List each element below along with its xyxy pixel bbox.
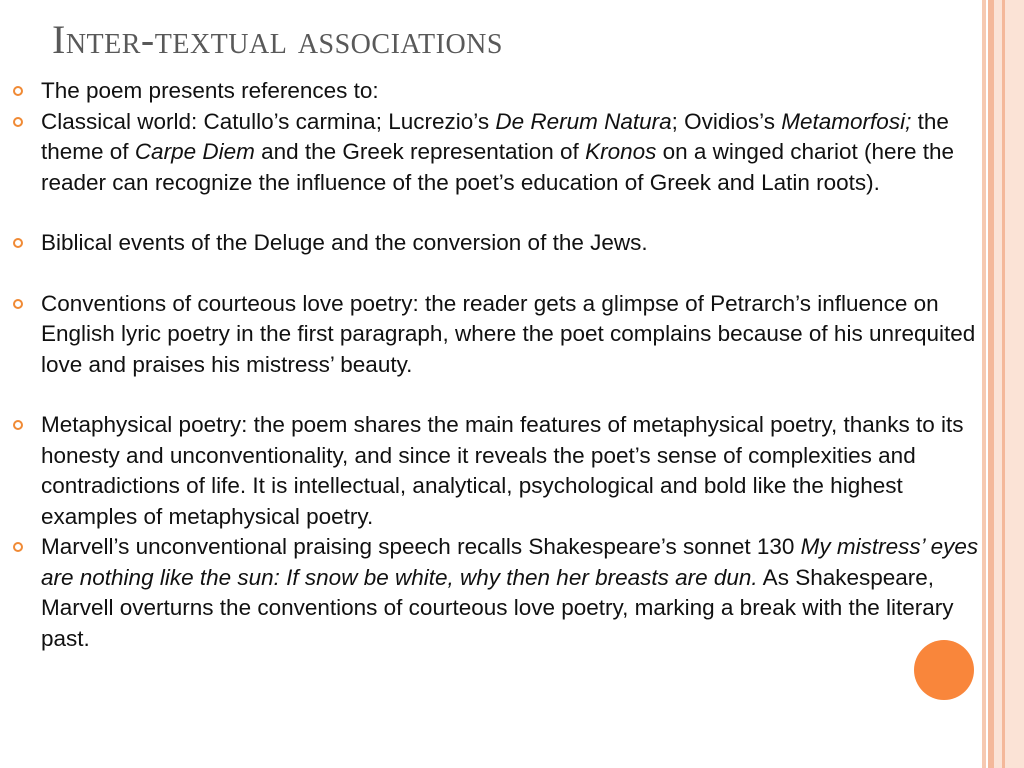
bullet-text-italic: De Rerum Natura — [495, 108, 672, 134]
bullet-text: Conventions of courteous love poetry: the reader gets a glimpse of Petrarch’s influence on English lyric poetry in the first paragraph, where the poet complains because of his unrequited love and praises his mistress’ beauty. — [41, 290, 976, 377]
bullet-item — [41, 532, 979, 654]
bullet-text: Marvell’s unconventional praising speech recalls Shakespeare’s sonnet 130 — [41, 534, 801, 559]
bullet-text: ; Ovidios’s — [671, 108, 782, 134]
bullet-text: As Shakespeare, Marvell overturns the conventions of courteous love poetry, marking a break with the literary past. — [41, 564, 954, 651]
orange-circle-decoration — [914, 640, 974, 700]
bullet-text-italic: Metamorfosi; — [781, 108, 912, 134]
slide-body — [41, 76, 979, 654]
spacer — [41, 380, 979, 410]
spacer — [41, 198, 979, 228]
bullet-text-italic: Kronos — [585, 139, 657, 164]
bullet-text-italic: My mistress’ eyes are nothing like the sun: If snow be white, why then her breasts are dun. — [41, 534, 979, 590]
spacer — [41, 259, 979, 289]
bullet-item — [41, 76, 979, 107]
bullet-text: Classical world: Catullo’s carmina; Lucrezio’s — [41, 108, 496, 134]
bullet-text: on a winged chariot (here the reader can recognize the influence of the poet’s education of Greek and Latin roots). — [41, 139, 955, 195]
bullet-text: and the Greek representation of — [254, 139, 586, 164]
bullet-text: Metaphysical poetry: the poem shares the main features of metaphysical poetry, thanks to its honesty and unconventionality, and since it reveals the poet’s sense of complexities and contradictions of life. It is intellectual, analytical, psychological and bold like the highest examples of metaphysical poetry. — [41, 412, 964, 529]
bullet-item — [41, 289, 979, 381]
bullet-item — [41, 107, 979, 199]
bullet-text-italic: Carpe Diem — [134, 139, 255, 164]
bullet-text: The poem presents references to: — [41, 78, 379, 103]
bullet-text: Biblical events of the Deluge and the conversion of the Jews. — [41, 230, 648, 255]
decorative-stripes — [978, 0, 1024, 768]
bullet-text: the theme of — [41, 108, 949, 164]
slide-title: Inter-textual associations — [52, 17, 503, 62]
bullet-item — [41, 410, 979, 532]
bullet-item — [41, 228, 979, 259]
